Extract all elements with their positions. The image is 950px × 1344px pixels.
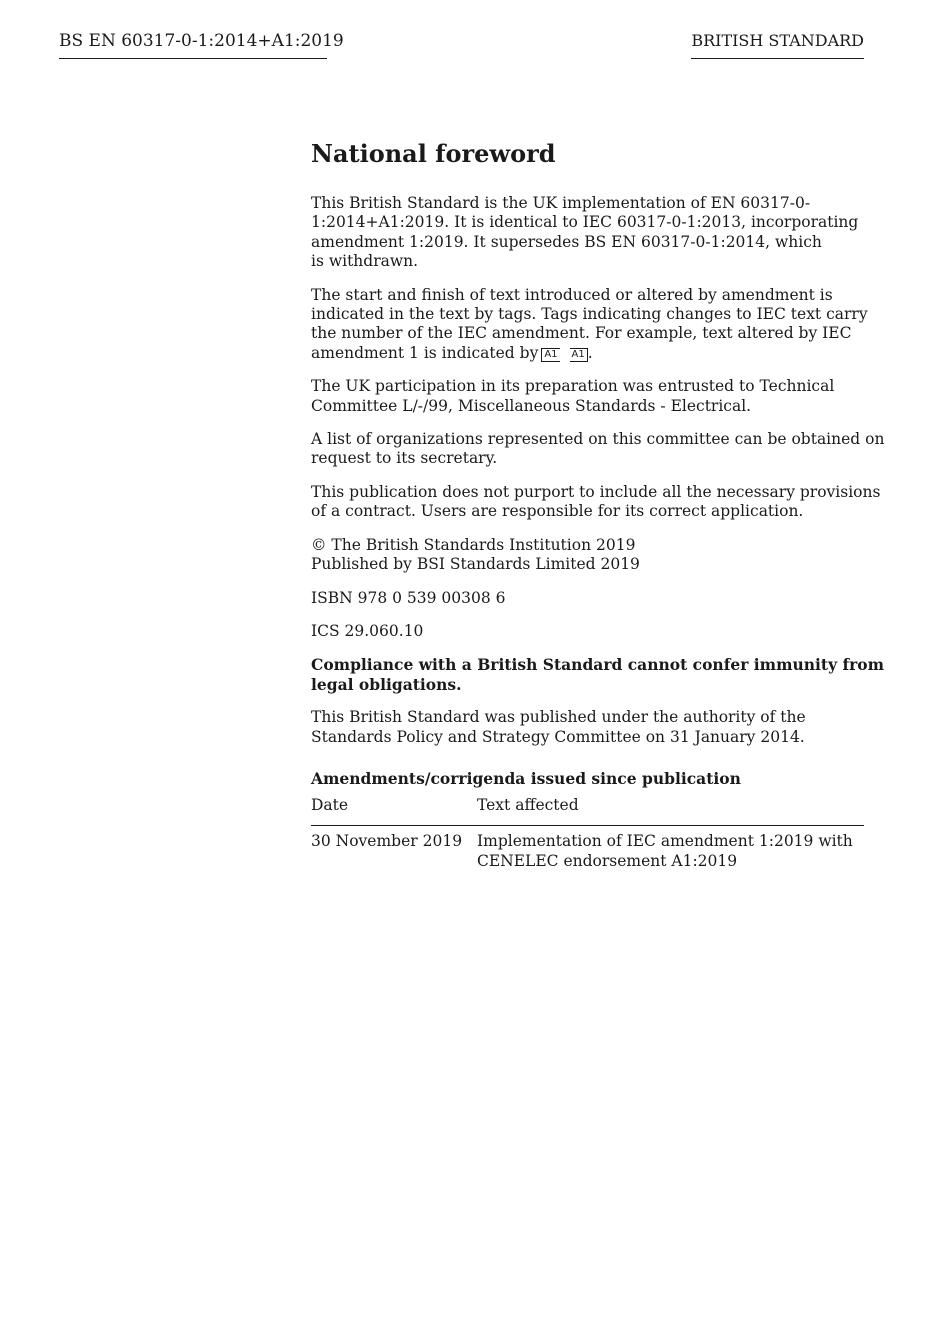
amendment-date: 30 November 2019 <box>311 832 463 851</box>
paragraph-copyright: © The British Standards Institution 2019 Published by BSI Standards Limited 2019 <box>311 535 640 574</box>
amendment-tag-close-icon: A1 <box>570 348 588 362</box>
amendment-tag-open-icon: A1 <box>541 348 559 362</box>
amendments-heading: Amendments/corrigenda issued since publication <box>311 768 741 788</box>
column-header-text-affected: Text affected <box>477 796 864 826</box>
isbn: ISBN 978 0 539 00308 6 <box>311 588 506 607</box>
page-title: National foreword <box>311 139 556 168</box>
paragraph-amendment-tags: The start and finish of text introduced or altered by amendment is indicated in the text by tags. Tags indicating changes to IEC text carry the number of the IEC amendment. For example, text altered by IEC amendment 1 is indicated by A1 A1 . <box>311 285 868 362</box>
amendments-table <box>311 796 864 871</box>
ics-code: ICS 29.060.10 <box>311 621 424 640</box>
paragraph-provisions: This publication does not purport to include all the necessary provisions of a contract. Users are responsible for its correct application. <box>311 482 881 521</box>
table-row <box>311 826 864 871</box>
table-header-row <box>311 796 864 826</box>
header-document-id: BS EN 60317-0-1:2014+A1:2019 <box>59 30 327 59</box>
header-category: BRITISH STANDARD <box>691 30 864 59</box>
paragraph-authority: This British Standard was published under the authority of the Standards Policy and Strategy Committee on 31 January 2014. <box>311 708 806 746</box>
column-header-date: Date <box>311 796 477 826</box>
foreword-body <box>311 138 885 871</box>
amendment-text-affected: Implementation of IEC amendment 1:2019 with CENELEC endorsement A1:2019 <box>477 832 853 870</box>
compliance-notice: Compliance with a British Standard cannot confer immunity from legal obligations. <box>311 655 885 694</box>
paragraph-organizations: A list of organizations represented on this committee can be obtained on request to its secretary. <box>311 430 885 468</box>
paragraph-committee: The UK participation in its preparation was entrusted to Technical Committee L/-/99, Miscellaneous Standards - Electrical. <box>311 377 835 415</box>
paragraph-implementation: This British Standard is the UK implementation of EN 60317-0- 1:2014+A1:2019. It is identical to IEC 60317-0-1:2013, incorporating amendment 1:2019. It supersedes BS EN 60317-0-1:2014, which is withdrawn. <box>311 194 859 271</box>
